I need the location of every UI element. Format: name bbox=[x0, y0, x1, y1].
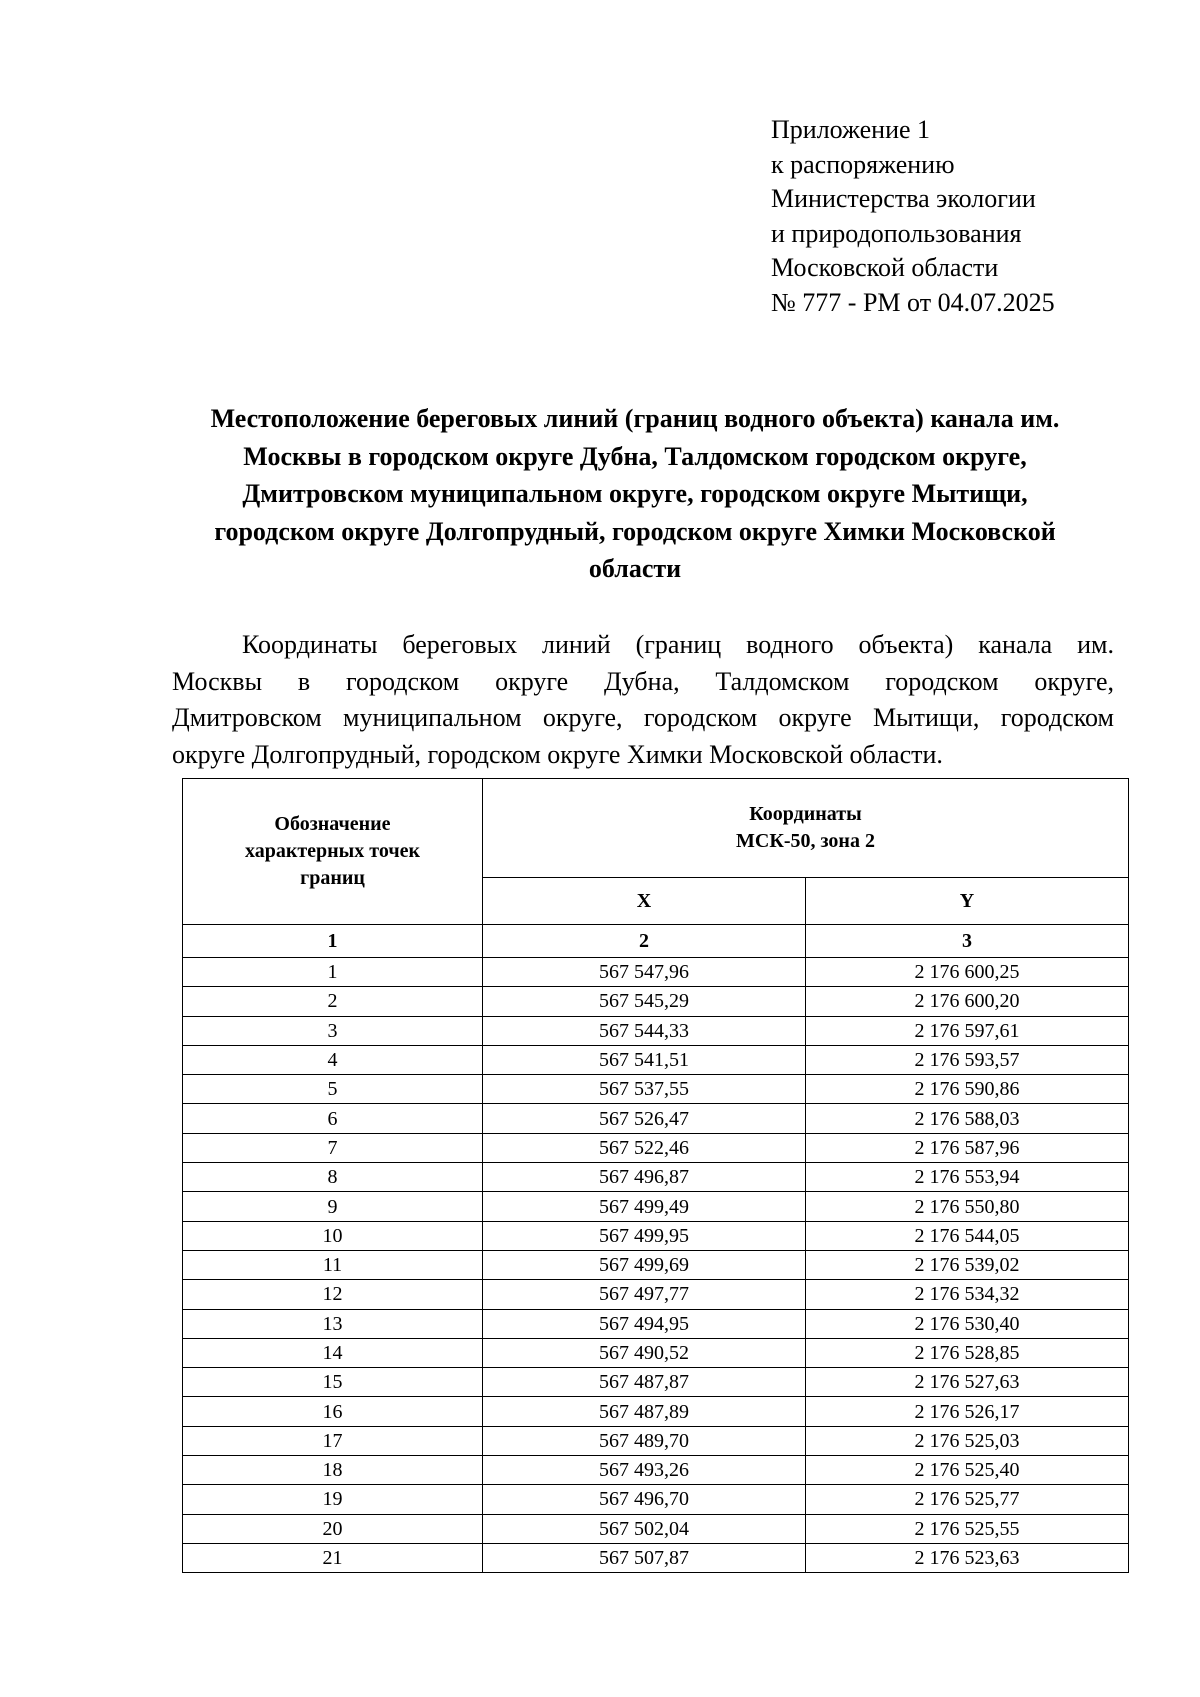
y-coordinate-cell: 2 176 525,77 bbox=[806, 1485, 1129, 1514]
appendix-line: № 777 - РМ от 04.07.2025 bbox=[771, 287, 1055, 317]
x-coordinate-cell: 567 496,70 bbox=[483, 1485, 806, 1514]
appendix-line: и природопользования bbox=[771, 218, 1022, 248]
appendix-line: Московской области bbox=[771, 253, 999, 283]
y-coordinate-cell: 2 176 593,57 bbox=[806, 1045, 1129, 1074]
y-coordinate-cell: 2 176 587,96 bbox=[806, 1133, 1129, 1162]
point-number-cell: 8 bbox=[183, 1163, 483, 1192]
table-row bbox=[183, 987, 1129, 1016]
point-number-cell: 19 bbox=[183, 1485, 483, 1514]
table-row bbox=[183, 1309, 1129, 1338]
point-number-cell: 15 bbox=[183, 1368, 483, 1397]
x-coordinate-cell: 567 547,96 bbox=[483, 958, 806, 987]
designation-header-line: Обозначение bbox=[274, 813, 391, 835]
y-coordinate-cell: 2 176 525,55 bbox=[806, 1514, 1129, 1543]
coordinates-header-line: МСК-50, зона 2 bbox=[736, 830, 875, 853]
y-coordinate-cell: 2 176 553,94 bbox=[806, 1163, 1129, 1192]
coordinates-header bbox=[483, 779, 1129, 878]
point-number-cell: 20 bbox=[183, 1514, 483, 1543]
point-number-cell: 17 bbox=[183, 1426, 483, 1455]
point-number-cell: 16 bbox=[183, 1397, 483, 1426]
x-coordinate-cell: 567 497,77 bbox=[483, 1280, 806, 1309]
x-coordinate-cell: 567 496,87 bbox=[483, 1163, 806, 1192]
x-coordinate-cell: 567 526,47 bbox=[483, 1104, 806, 1133]
table-row bbox=[183, 1016, 1129, 1045]
column-number: 3 bbox=[806, 925, 1129, 958]
table-row bbox=[183, 1104, 1129, 1133]
x-header: X bbox=[483, 878, 806, 925]
table-body bbox=[183, 958, 1129, 1573]
y-coordinate-cell: 2 176 544,05 bbox=[806, 1221, 1129, 1250]
designation-header-line: границ bbox=[300, 867, 365, 889]
point-number-cell: 11 bbox=[183, 1250, 483, 1279]
x-coordinate-cell: 567 544,33 bbox=[483, 1016, 806, 1045]
table-row bbox=[183, 1250, 1129, 1279]
x-coordinate-cell: 567 541,51 bbox=[483, 1045, 806, 1074]
table-row bbox=[183, 1368, 1129, 1397]
point-number-cell: 21 bbox=[183, 1543, 483, 1572]
point-number-cell: 1 bbox=[183, 958, 483, 987]
point-number-cell: 18 bbox=[183, 1456, 483, 1485]
appendix-line: Министерства экологии bbox=[771, 184, 1036, 214]
coordinates-header-line: Координаты bbox=[749, 803, 862, 826]
y-coordinate-cell: 2 176 525,40 bbox=[806, 1456, 1129, 1485]
designation-header-line: характерных точек bbox=[244, 840, 421, 862]
y-coordinate-cell: 2 176 525,03 bbox=[806, 1426, 1129, 1455]
table-row bbox=[183, 1221, 1129, 1250]
point-number-cell: 14 bbox=[183, 1338, 483, 1367]
coordinates-table bbox=[182, 778, 1129, 1573]
document-title bbox=[160, 400, 1110, 588]
table-row bbox=[183, 1397, 1129, 1426]
point-number-cell: 6 bbox=[183, 1104, 483, 1133]
x-coordinate-cell: 567 487,87 bbox=[483, 1368, 806, 1397]
y-coordinate-cell: 2 176 534,32 bbox=[806, 1280, 1129, 1309]
y-coordinate-cell: 2 176 597,61 bbox=[806, 1016, 1129, 1045]
title-line: области bbox=[588, 554, 682, 583]
point-number-cell: 12 bbox=[183, 1280, 483, 1309]
title-line: Москвы в городском округе Дубна, Талдомском городском округе, bbox=[243, 441, 1027, 471]
x-coordinate-cell: 567 545,29 bbox=[483, 987, 806, 1016]
table-row bbox=[183, 1075, 1129, 1104]
x-coordinate-cell: 567 507,87 bbox=[483, 1543, 806, 1572]
x-coordinate-cell: 567 489,70 bbox=[483, 1426, 806, 1455]
appendix-line: к распоряжению bbox=[771, 149, 955, 179]
designation-header bbox=[183, 779, 483, 925]
x-coordinate-cell: 567 522,46 bbox=[483, 1133, 806, 1162]
x-coordinate-cell: 567 499,49 bbox=[483, 1192, 806, 1221]
x-coordinate-cell: 567 537,55 bbox=[483, 1075, 806, 1104]
x-coordinate-cell: 567 487,89 bbox=[483, 1397, 806, 1426]
y-coordinate-cell: 2 176 530,40 bbox=[806, 1309, 1129, 1338]
y-coordinate-cell: 2 176 600,20 bbox=[806, 987, 1129, 1016]
column-number: 2 bbox=[483, 925, 806, 958]
x-coordinate-cell: 567 502,04 bbox=[483, 1514, 806, 1543]
point-number-cell: 9 bbox=[183, 1192, 483, 1221]
y-coordinate-cell: 2 176 523,63 bbox=[806, 1543, 1129, 1572]
column-number: 1 bbox=[183, 925, 483, 958]
y-coordinate-cell: 2 176 528,85 bbox=[806, 1338, 1129, 1367]
table-row bbox=[183, 1543, 1129, 1572]
title-line: Дмитровском муниципальном округе, городском округе Мытищи, bbox=[242, 479, 1028, 508]
x-coordinate-cell: 567 490,52 bbox=[483, 1338, 806, 1367]
appendix-block bbox=[771, 113, 1055, 321]
table-row bbox=[183, 1133, 1129, 1162]
y-coordinate-cell: 2 176 590,86 bbox=[806, 1075, 1129, 1104]
point-number-cell: 3 bbox=[183, 1016, 483, 1045]
x-coordinate-cell: 567 494,95 bbox=[483, 1309, 806, 1338]
point-number-cell: 5 bbox=[183, 1075, 483, 1104]
y-coordinate-cell: 2 176 526,17 bbox=[806, 1397, 1129, 1426]
table-row bbox=[183, 1514, 1129, 1543]
point-number-cell: 4 bbox=[183, 1045, 483, 1074]
table-row bbox=[183, 958, 1129, 987]
y-coordinate-cell: 2 176 550,80 bbox=[806, 1192, 1129, 1221]
x-coordinate-cell: 567 499,69 bbox=[483, 1250, 806, 1279]
table-row bbox=[183, 1280, 1129, 1309]
table-row bbox=[183, 1338, 1129, 1367]
point-number-cell: 10 bbox=[183, 1221, 483, 1250]
x-coordinate-cell: 567 499,95 bbox=[483, 1221, 806, 1250]
table-row bbox=[183, 1485, 1129, 1514]
x-coordinate-cell: 567 493,26 bbox=[483, 1456, 806, 1485]
intro-paragraph bbox=[172, 627, 1114, 773]
table-row bbox=[183, 1163, 1129, 1192]
point-number-cell: 2 bbox=[183, 987, 483, 1016]
intro-line: округе Долгопрудный, городском округе Химки Московской области. bbox=[172, 739, 943, 769]
y-coordinate-cell: 2 176 539,02 bbox=[806, 1250, 1129, 1279]
y-header: Y bbox=[806, 878, 1129, 925]
title-line: городском округе Долгопрудный, городском округе Химки Московской bbox=[214, 516, 1056, 546]
intro-line: Москвы в городском округе Дубна, Талдомском городском округе, bbox=[172, 666, 1114, 696]
point-number-cell: 13 bbox=[183, 1309, 483, 1338]
table-row bbox=[183, 1045, 1129, 1074]
table-row bbox=[183, 1456, 1129, 1485]
title-line: Местоположение береговых линий (границ водного объекта) канала им. bbox=[210, 404, 1060, 433]
appendix-line: Приложение 1 bbox=[771, 115, 931, 144]
point-number-cell: 7 bbox=[183, 1133, 483, 1162]
y-coordinate-cell: 2 176 588,03 bbox=[806, 1104, 1129, 1133]
intro-line: Координаты береговых линий (границ водного объекта) канала им. bbox=[242, 630, 1114, 659]
y-coordinate-cell: 2 176 600,25 bbox=[806, 958, 1129, 987]
y-coordinate-cell: 2 176 527,63 bbox=[806, 1368, 1129, 1397]
table-row bbox=[183, 1192, 1129, 1221]
table-row bbox=[183, 1426, 1129, 1455]
intro-line: Дмитровском муниципальном округе, городском округе Мытищи, городском bbox=[172, 703, 1114, 732]
